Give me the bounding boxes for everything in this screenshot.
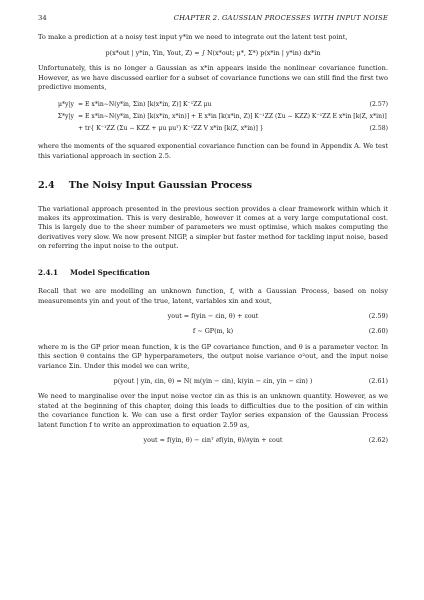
equation-prediction: [38, 49, 388, 58]
equation-block-moments: [38, 98, 388, 134]
paragraph-non-gaussian: Unfortunately, this is no longer a Gaussian as x*in appears inside the nonlinear covariance function. However, as we have discussed earlier for a subset of covariance functions we can still find the first two predictive moments,: [38, 64, 388, 92]
equation-row: [38, 122, 388, 134]
equation-model-output: [38, 312, 388, 321]
equation-likelihood: [38, 377, 388, 386]
subsection-title: Model Specification: [70, 267, 150, 277]
equation-expr: f ∼ GP(m, k): [192, 327, 234, 336]
equation-expr: p(yout | yin, εin, θ) = N( m(yin − εin), k(yin − εin, yin − εin) ): [113, 376, 313, 385]
subsection-heading: [38, 268, 388, 277]
equation-number: (2.62): [368, 435, 388, 444]
paragraph-appendix-ref: where the moments of the squared exponential covariance function can be found in Appendix A. We test this variational approach in section 2.5.: [38, 142, 388, 160]
section-title: The Noisy Input Gaussian Process: [68, 180, 253, 192]
running-header: [38, 14, 388, 23]
subsection-number: 2.4.1: [38, 267, 59, 277]
equation-rhs: = E x*in∼N(y*in, Σin) [k(x*in, x*in)] + E x*in [k(x*in, Z)] K⁻¹ZZ (Σu − KZZ) K⁻¹ZZ E x*in [k(Z, x*in)]: [78, 112, 387, 120]
equation-number: (2.61): [368, 376, 388, 385]
equation-expr: yout ≈ f(yin, θ) − εinᵀ ∂f(yin, θ)/∂yin + εout: [143, 435, 283, 444]
equation-prediction-expr: p(x*out | y*in, Yin, Yout, Z) ≈ ∫ N(x*out; μ*, Σ*) p(x*in | y*in) dx*in: [105, 48, 321, 57]
equation-row: [38, 98, 388, 110]
equation-model-prior: [38, 327, 388, 336]
paragraph-model-definitions: where m is the GP prior mean function, k is the GP covariance function, and θ is a parameter vector. In this section θ contains the GP hyperparameters, the output noise variance σ²out, and the input noise variance Σin. Under this model we can write,: [38, 342, 388, 370]
equation-rhs: + tr{ K⁻¹ZZ (Σu − KZZ + μu μuᵀ) K⁻¹ZZ V x*in [k(Z, x*in)] }: [78, 124, 264, 132]
equation-expr: yout = f(yin − εin, θ) + εout: [167, 311, 259, 320]
section-heading: [38, 181, 388, 190]
paragraph-prediction: To make a prediction at a noisy test input y*in we need to integrate out the latent test point,: [38, 33, 348, 42]
equation-lhs: μ*y|y: [58, 100, 74, 108]
paragraph-nigp-intro: The variational approach presented in the previous section provides a clear framework within which it makes its approximation. This is very desirable, however it comes at a very large computational cost. This is largely due to the sheer number of parameters we must optimise, which makes computing the derivatives very slow. We now present NIGP, a simpler but faster method for tackling input noise, based on referring the input noise to the output.: [38, 204, 388, 251]
page-number: 34: [38, 14, 47, 22]
chapter-title: CHAPTER 2. GAUSSIAN PROCESSES WITH INPUT NOISE: [173, 14, 388, 22]
equation-row: [38, 110, 388, 122]
equation-number: (2.60): [368, 327, 388, 336]
paragraph-model-recall: Recall that we are modelling an unknown function, f, with a Gaussian Process, based on noisy measurements yin and yout of the true, latent, variables xin and xout,: [38, 287, 388, 305]
equation-number: (2.58): [369, 125, 388, 133]
equation-number: (2.59): [368, 311, 388, 320]
equation-taylor: [38, 436, 388, 445]
equation-rhs: = E x*in∼N(y*in, Σin) [k(x*in, Z)] K⁻¹ZZ μu: [78, 100, 212, 108]
paragraph-marginalise: We need to marginalise over the input noise vector εin as this is an unknown quantity. However, as we stated at the beginning of this chapter, doing this leads to difficulties due to the position of εin within the covariance function k. We can use a first order Taylor series expansion of the Gaussian Process latent function f to write an approximation to equation 2.59 as,: [38, 392, 388, 429]
equation-number: (2.57): [369, 101, 388, 109]
section-number: 2.4: [38, 180, 55, 192]
equation-lhs: Σ*y|y: [57, 112, 74, 120]
